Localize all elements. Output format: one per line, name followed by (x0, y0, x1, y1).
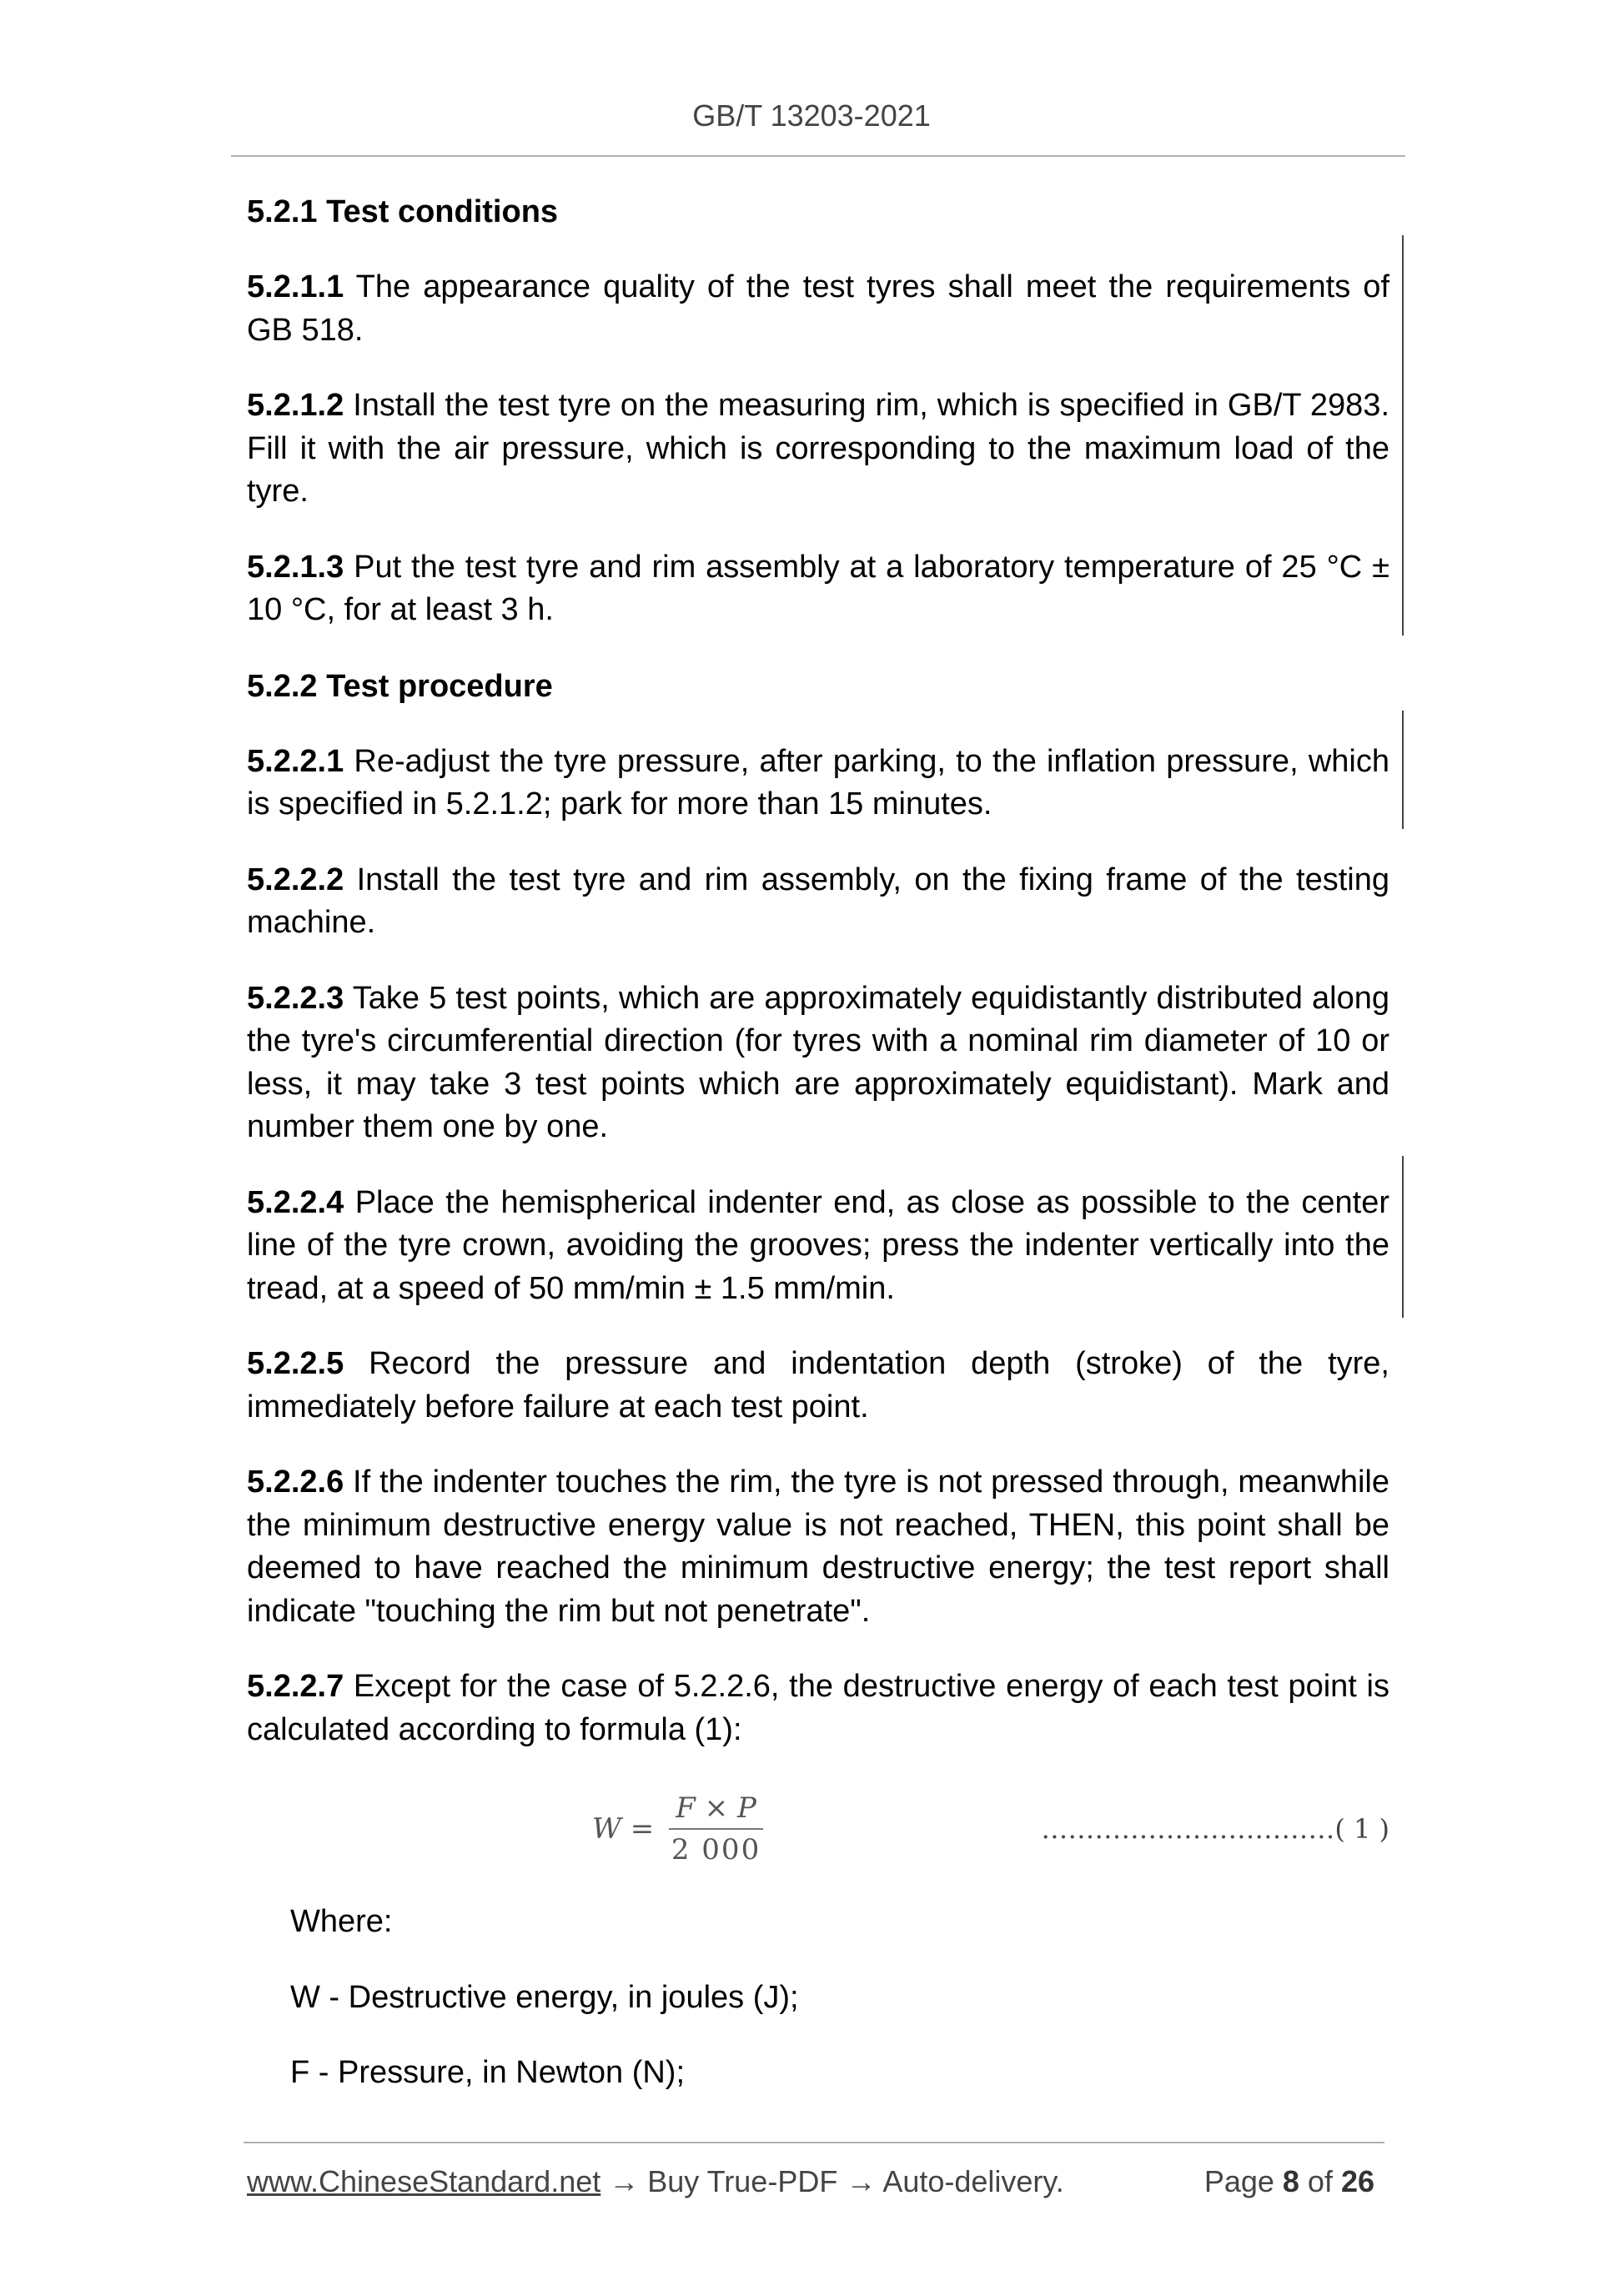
paragraph-5-2-2-5 (247, 1343, 1389, 1429)
paragraph-5-2-1-3 (247, 546, 1389, 632)
change-bar (1402, 711, 1404, 829)
formula-1 (592, 1782, 763, 1876)
footer-divider (244, 2142, 1384, 2143)
formula-denominator: 2 000 (671, 1833, 761, 1866)
clause-number: 5.2.2.3 (247, 980, 344, 1016)
clause-number: 5.2.2.4 (247, 1184, 344, 1220)
header-divider (231, 155, 1405, 157)
clause-number: 5.2.1.3 (247, 549, 344, 585)
paragraph-text: Install the test tyre on the measuring rim, which is specified in GB/T 2983. Fill it with the air pressure, which is corresponding to the maximum load of the tyre. (247, 388, 1389, 509)
paragraph-5-2-1-1 (247, 266, 1389, 352)
section-heading: 5.2.1 Test conditions (247, 194, 559, 229)
footer-tagline: → Buy True-PDF → Auto-delivery. (600, 2164, 1064, 2198)
paragraph-5-2-2-3 (247, 977, 1389, 1149)
change-bar (1402, 1156, 1404, 1318)
page-indicator (1204, 2164, 1374, 2199)
page-footer (247, 2164, 1381, 2199)
clause-number: 5.2.2.1 (247, 743, 344, 779)
document-code-header: GB/T 13203-2021 (692, 98, 931, 133)
formula-number: ……………………………( 1 ) (1041, 1813, 1389, 1845)
current-page-number: 8 (1282, 2164, 1299, 2198)
paragraph-text: Record the pressure and indentation depth (stroke) of the tyre, immediately before failure at each test point. (247, 1346, 1389, 1424)
page-label: Page (1203, 2164, 1283, 2198)
formula-lhs: W = (592, 1812, 655, 1846)
paragraph-5-2-2-2 (247, 859, 1389, 945)
total-page-count: 26 (1340, 2164, 1374, 2198)
clause-number: 5.2.2.2 (247, 862, 344, 897)
section-heading: 5.2.2 Test procedure (247, 668, 553, 704)
formula-fraction (669, 1791, 763, 1866)
paragraph-text: If the indenter touches the rim, the tyre is not pressed through, meanwhile the minimum destructive energy value is not reached, THEN, this point shall be deemed to have reached the minimum destructive energy; the test report shall indicate "touching the rim but not penetrate". (247, 1465, 1389, 1629)
paragraph-text: Put the test tyre and rim assembly at a laboratory temperature of 25 °C ± 10 °C, for at least 3 h. (247, 549, 1389, 627)
paragraph-text: Place the hemispherical indenter end, as close as possible to the center line of the tyre crown, avoiding the grooves; press the indenter vertically into the tread, at a speed of 50 mm/min ± 1.5 mm/min. (247, 1184, 1389, 1306)
paragraph-text: Except for the case of 5.2.2.6, the destructive energy of each test point is calculated according to formula (1): (247, 1669, 1389, 1747)
clause-number: 5.2.2.6 (247, 1465, 344, 1500)
clause-number: 5.2.1.1 (247, 269, 344, 304)
variable-f-definition: F - Pressure, in Newton (N); (290, 2055, 685, 2090)
formula-block (247, 1782, 1389, 1876)
paragraph-5-2-1-2 (247, 384, 1389, 514)
variable-w-definition: W - Destructive energy, in joules (J); (290, 1979, 799, 2015)
paragraph-text: The appearance quality of the test tyres shall meet the requirements of GB 518. (247, 269, 1389, 348)
paragraph-5-2-2-1 (247, 741, 1389, 826)
clause-number: 5.2.2.7 (247, 1669, 344, 1704)
clause-number: 5.2.2.5 (247, 1346, 344, 1381)
change-bar (1402, 235, 1404, 636)
where-label: Where: (290, 1904, 393, 1939)
website-link[interactable]: www.ChineseStandard.net (247, 2164, 601, 2198)
paragraph-text: Re-adjust the tyre pressure, after parking, to the inflation pressure, which is specified in 5.2.1.2; park for more than 15 minutes. (247, 743, 1389, 821)
document-body (247, 190, 1389, 2128)
paragraph-5-2-2-6 (247, 1461, 1389, 1633)
clause-number: 5.2.1.2 (247, 388, 344, 423)
paragraph-text: Install the test tyre and rim assembly, on the fixing frame of the testing machine. (247, 862, 1389, 940)
of-label: of (1299, 2164, 1341, 2198)
formula-numerator: F × P (669, 1791, 763, 1830)
paragraph-5-2-2-7 (247, 1665, 1389, 1751)
paragraph-text: Take 5 test points, which are approximately equidistantly distributed along the tyre's circumferential direction (for tyres with a nominal rim diameter of 10 or less, it may take 3 test points which are approximately equidistant). Mark and number them one by one. (247, 980, 1389, 1144)
paragraph-5-2-2-4 (247, 1182, 1389, 1311)
